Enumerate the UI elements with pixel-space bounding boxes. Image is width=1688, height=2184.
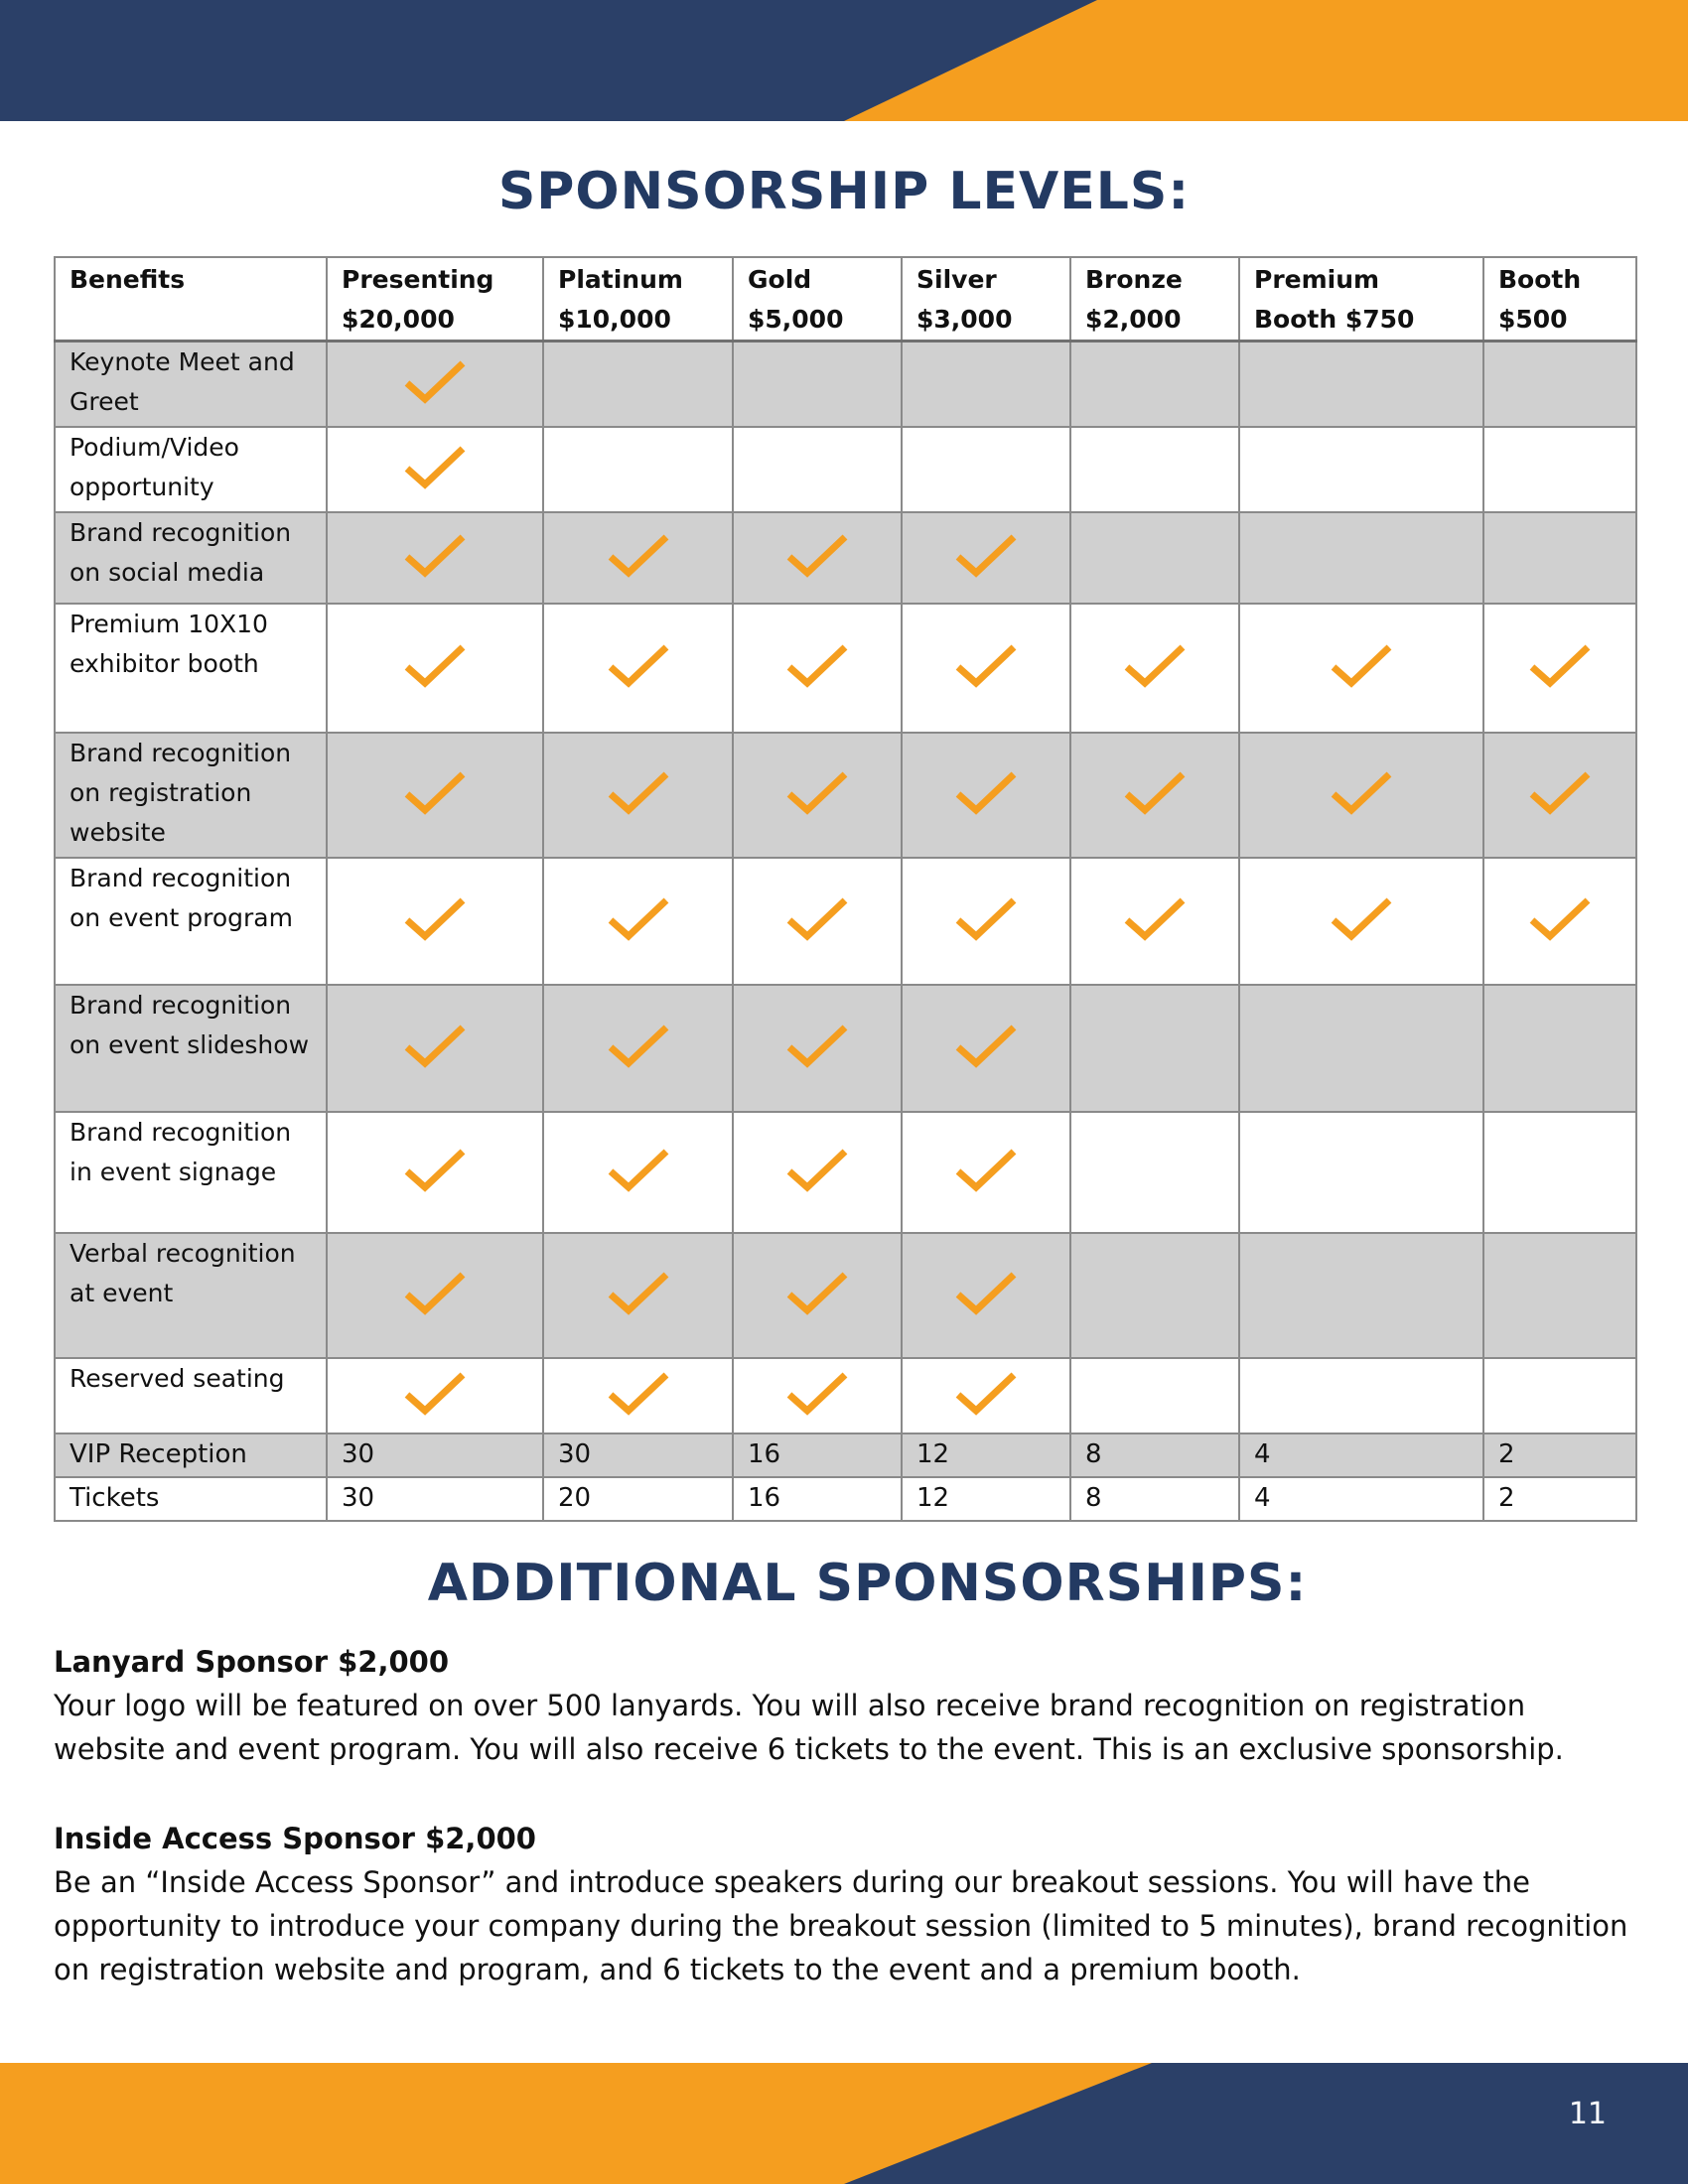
table-row: [55, 341, 1636, 428]
column-header-line2: Booth $750: [1254, 305, 1415, 334]
count-cell: 2: [1483, 1477, 1636, 1521]
benefit-included-cell: [543, 858, 733, 985]
check-icon: [954, 641, 1018, 691]
benefit-label: Reserved seating: [55, 1358, 327, 1433]
benefit-included-cell: [733, 1233, 902, 1358]
benefit-empty-cell: [1483, 427, 1636, 512]
check-icon: [1528, 641, 1592, 691]
benefit-empty-cell: [902, 341, 1070, 428]
sponsorship-levels-title: SPONSORSHIP LEVELS:: [497, 162, 1191, 221]
check-icon: [607, 894, 670, 944]
benefit-included-cell: [543, 604, 733, 733]
check-icon: [785, 1146, 849, 1195]
benefit-empty-cell: [733, 341, 902, 428]
check-icon: [954, 894, 1018, 944]
column-header: [1483, 257, 1636, 341]
benefit-included-cell: [327, 733, 543, 858]
tickets-row: [55, 1477, 1636, 1521]
row-label: VIP Reception: [55, 1433, 327, 1477]
benefit-included-cell: [733, 604, 902, 733]
column-header-line2: $500: [1498, 305, 1568, 334]
check-icon: [954, 1022, 1018, 1071]
benefit-included-cell: [902, 512, 1070, 604]
benefit-empty-cell: [1070, 1233, 1239, 1358]
benefit-included-cell: [327, 1112, 543, 1233]
check-icon: [607, 768, 670, 818]
lanyard-sponsor-description: Your logo will be featured on over 500 lanyards. You will also receive brand recognition on registration website and event program. You will also receive 6 tickets to the event. This is an exclusive sponsorship.: [54, 1689, 1564, 1766]
column-header-line1: Silver: [916, 265, 997, 294]
column-header-line1: Presenting: [342, 265, 494, 294]
benefit-empty-cell: [902, 427, 1070, 512]
check-icon: [785, 894, 849, 944]
benefit-empty-cell: [543, 341, 733, 428]
benefit-empty-cell: [1070, 1112, 1239, 1233]
bottom-decorative-band: [0, 2063, 1688, 2184]
benefit-included-cell: [902, 1358, 1070, 1433]
sponsorship-levels-table: [54, 256, 1637, 1522]
column-header-line1: Platinum: [558, 265, 683, 294]
benefit-empty-cell: [1239, 1358, 1483, 1433]
count-cell: 30: [327, 1477, 543, 1521]
inside-access-sponsor-section: [54, 1817, 1642, 1991]
check-icon: [785, 1369, 849, 1419]
benefit-label: Keynote Meet and Greet: [55, 341, 327, 428]
benefit-empty-cell: [1070, 427, 1239, 512]
benefit-included-cell: [902, 1233, 1070, 1358]
row-label: Tickets: [55, 1477, 327, 1521]
table-row: [55, 1233, 1636, 1358]
check-icon: [403, 1369, 467, 1419]
benefit-empty-cell: [543, 427, 733, 512]
check-icon: [1330, 768, 1393, 818]
benefit-included-cell: [543, 985, 733, 1112]
count-cell: 12: [902, 1477, 1070, 1521]
benefit-empty-cell: [1483, 341, 1636, 428]
benefit-included-cell: [1070, 858, 1239, 985]
check-icon: [1123, 768, 1187, 818]
benefit-empty-cell: [1239, 427, 1483, 512]
count-cell: 4: [1239, 1477, 1483, 1521]
column-header: [1239, 257, 1483, 341]
count-cell: 16: [733, 1477, 902, 1521]
benefit-included-cell: [902, 985, 1070, 1112]
check-icon: [1528, 894, 1592, 944]
check-icon: [785, 641, 849, 691]
benefit-included-cell: [733, 985, 902, 1112]
check-icon: [403, 531, 467, 581]
check-icon: [954, 1369, 1018, 1419]
benefit-empty-cell: [1070, 985, 1239, 1112]
benefit-included-cell: [543, 512, 733, 604]
check-icon: [1528, 768, 1592, 818]
check-icon: [785, 531, 849, 581]
table-row: [55, 985, 1636, 1112]
benefit-included-cell: [902, 733, 1070, 858]
benefit-empty-cell: [1239, 1112, 1483, 1233]
benefit-included-cell: [733, 858, 902, 985]
benefit-included-cell: [1483, 858, 1636, 985]
benefit-empty-cell: [1070, 512, 1239, 604]
check-icon: [954, 768, 1018, 818]
check-icon: [607, 641, 670, 691]
benefit-included-cell: [1239, 604, 1483, 733]
table-row: [55, 733, 1636, 858]
count-cell: 30: [543, 1433, 733, 1477]
column-header-line2: $5,000: [748, 305, 844, 334]
lanyard-sponsor-section: [54, 1640, 1642, 1771]
column-header: [733, 257, 902, 341]
check-icon: [403, 1022, 467, 1071]
check-icon: [785, 768, 849, 818]
check-icon: [607, 1269, 670, 1318]
benefit-empty-cell: [1483, 1112, 1636, 1233]
column-header: [1070, 257, 1239, 341]
benefit-included-cell: [733, 1358, 902, 1433]
benefit-included-cell: [1483, 733, 1636, 858]
column-header-line2: $10,000: [558, 305, 671, 334]
check-icon: [607, 1022, 670, 1071]
benefit-empty-cell: [1483, 985, 1636, 1112]
benefit-included-cell: [902, 604, 1070, 733]
table-row: [55, 1112, 1636, 1233]
benefit-included-cell: [543, 1233, 733, 1358]
benefit-label: Podium/Video opportunity: [55, 427, 327, 512]
column-header-line1: Bronze: [1085, 265, 1183, 294]
check-icon: [954, 1269, 1018, 1318]
benefit-included-cell: [543, 1112, 733, 1233]
check-icon: [954, 1146, 1018, 1195]
column-header: [543, 257, 733, 341]
column-header-line1: Booth: [1498, 265, 1582, 294]
check-icon: [607, 1369, 670, 1419]
benefit-included-cell: [327, 341, 543, 428]
table-row: [55, 512, 1636, 604]
benefit-included-cell: [1239, 733, 1483, 858]
check-icon: [607, 531, 670, 581]
top-decorative-band: [0, 0, 1688, 121]
check-icon: [1123, 641, 1187, 691]
benefit-included-cell: [327, 985, 543, 1112]
column-header: [55, 257, 327, 341]
benefit-empty-cell: [1239, 341, 1483, 428]
benefit-included-cell: [327, 512, 543, 604]
table-body: [55, 341, 1636, 1522]
benefit-label: Brand recognition on event slideshow: [55, 985, 327, 1112]
benefit-empty-cell: [1483, 1233, 1636, 1358]
benefit-label: Premium 10X10 exhibitor booth: [55, 604, 327, 733]
vip-reception-row: [55, 1433, 1636, 1477]
benefit-included-cell: [733, 1112, 902, 1233]
count-cell: 16: [733, 1433, 902, 1477]
benefit-included-cell: [327, 427, 543, 512]
benefit-included-cell: [902, 858, 1070, 985]
benefit-included-cell: [327, 1233, 543, 1358]
benefit-label: Verbal recognition at event: [55, 1233, 327, 1358]
count-cell: 4: [1239, 1433, 1483, 1477]
benefit-empty-cell: [1239, 512, 1483, 604]
benefit-empty-cell: [1239, 1233, 1483, 1358]
check-icon: [954, 531, 1018, 581]
column-header-line1: Benefits: [70, 265, 186, 294]
table-row: [55, 858, 1636, 985]
benefit-included-cell: [733, 733, 902, 858]
benefit-empty-cell: [1239, 985, 1483, 1112]
count-cell: 20: [543, 1477, 733, 1521]
count-cell: 8: [1070, 1477, 1239, 1521]
check-icon: [403, 894, 467, 944]
benefit-included-cell: [1239, 858, 1483, 985]
count-cell: 12: [902, 1433, 1070, 1477]
table-header-row: [55, 257, 1636, 341]
table-row: [55, 1358, 1636, 1433]
inside-access-sponsor-description: Be an “Inside Access Sponsor” and introduce speakers during our breakout sessions. You will have the opportunity to introduce your company during the breakout session (limited to 5 minutes), brand recognition on registration website and program, and 6 tickets to the event and a premium booth.: [54, 1865, 1628, 1986]
benefit-included-cell: [327, 604, 543, 733]
column-header-line2: $3,000: [916, 305, 1013, 334]
check-icon: [1330, 894, 1393, 944]
benefit-label: Brand recognition in event signage: [55, 1112, 327, 1233]
check-icon: [785, 1022, 849, 1071]
page-number: 11: [1568, 2097, 1607, 2131]
count-cell: 30: [327, 1433, 543, 1477]
check-icon: [403, 641, 467, 691]
count-cell: 2: [1483, 1433, 1636, 1477]
column-header-line1: Premium: [1254, 265, 1380, 294]
additional-sponsorships-title: ADDITIONAL SPONSORSHIPS:: [427, 1554, 1308, 1613]
benefit-included-cell: [327, 858, 543, 985]
column-header: [902, 257, 1070, 341]
check-icon: [403, 768, 467, 818]
benefit-included-cell: [543, 733, 733, 858]
inside-access-sponsor-heading: Inside Access Sponsor $2,000: [54, 1822, 536, 1855]
benefit-label: Brand recognition on event program: [55, 858, 327, 985]
check-icon: [403, 1146, 467, 1195]
column-header-line2: $2,000: [1085, 305, 1182, 334]
benefit-empty-cell: [733, 427, 902, 512]
benefit-included-cell: [327, 1358, 543, 1433]
benefit-empty-cell: [1070, 1358, 1239, 1433]
benefit-label: Brand recognition on registration website: [55, 733, 327, 858]
check-icon: [403, 1269, 467, 1318]
benefit-empty-cell: [1070, 341, 1239, 428]
benefit-included-cell: [1070, 733, 1239, 858]
count-cell: 8: [1070, 1433, 1239, 1477]
column-header: [327, 257, 543, 341]
benefit-included-cell: [543, 1358, 733, 1433]
table-row: [55, 427, 1636, 512]
benefit-included-cell: [1483, 604, 1636, 733]
table-row: [55, 604, 1636, 733]
check-icon: [1330, 641, 1393, 691]
benefit-included-cell: [733, 512, 902, 604]
benefit-label: Brand recognition on social media: [55, 512, 327, 604]
benefit-empty-cell: [1483, 1358, 1636, 1433]
check-icon: [1123, 894, 1187, 944]
benefit-empty-cell: [1483, 512, 1636, 604]
check-icon: [403, 443, 467, 492]
lanyard-sponsor-heading: Lanyard Sponsor $2,000: [54, 1645, 450, 1679]
benefit-included-cell: [902, 1112, 1070, 1233]
check-icon: [403, 357, 467, 407]
check-icon: [785, 1269, 849, 1318]
column-header-line1: Gold: [748, 265, 812, 294]
benefit-included-cell: [1070, 604, 1239, 733]
column-header-line2: $20,000: [342, 305, 455, 334]
check-icon: [607, 1146, 670, 1195]
